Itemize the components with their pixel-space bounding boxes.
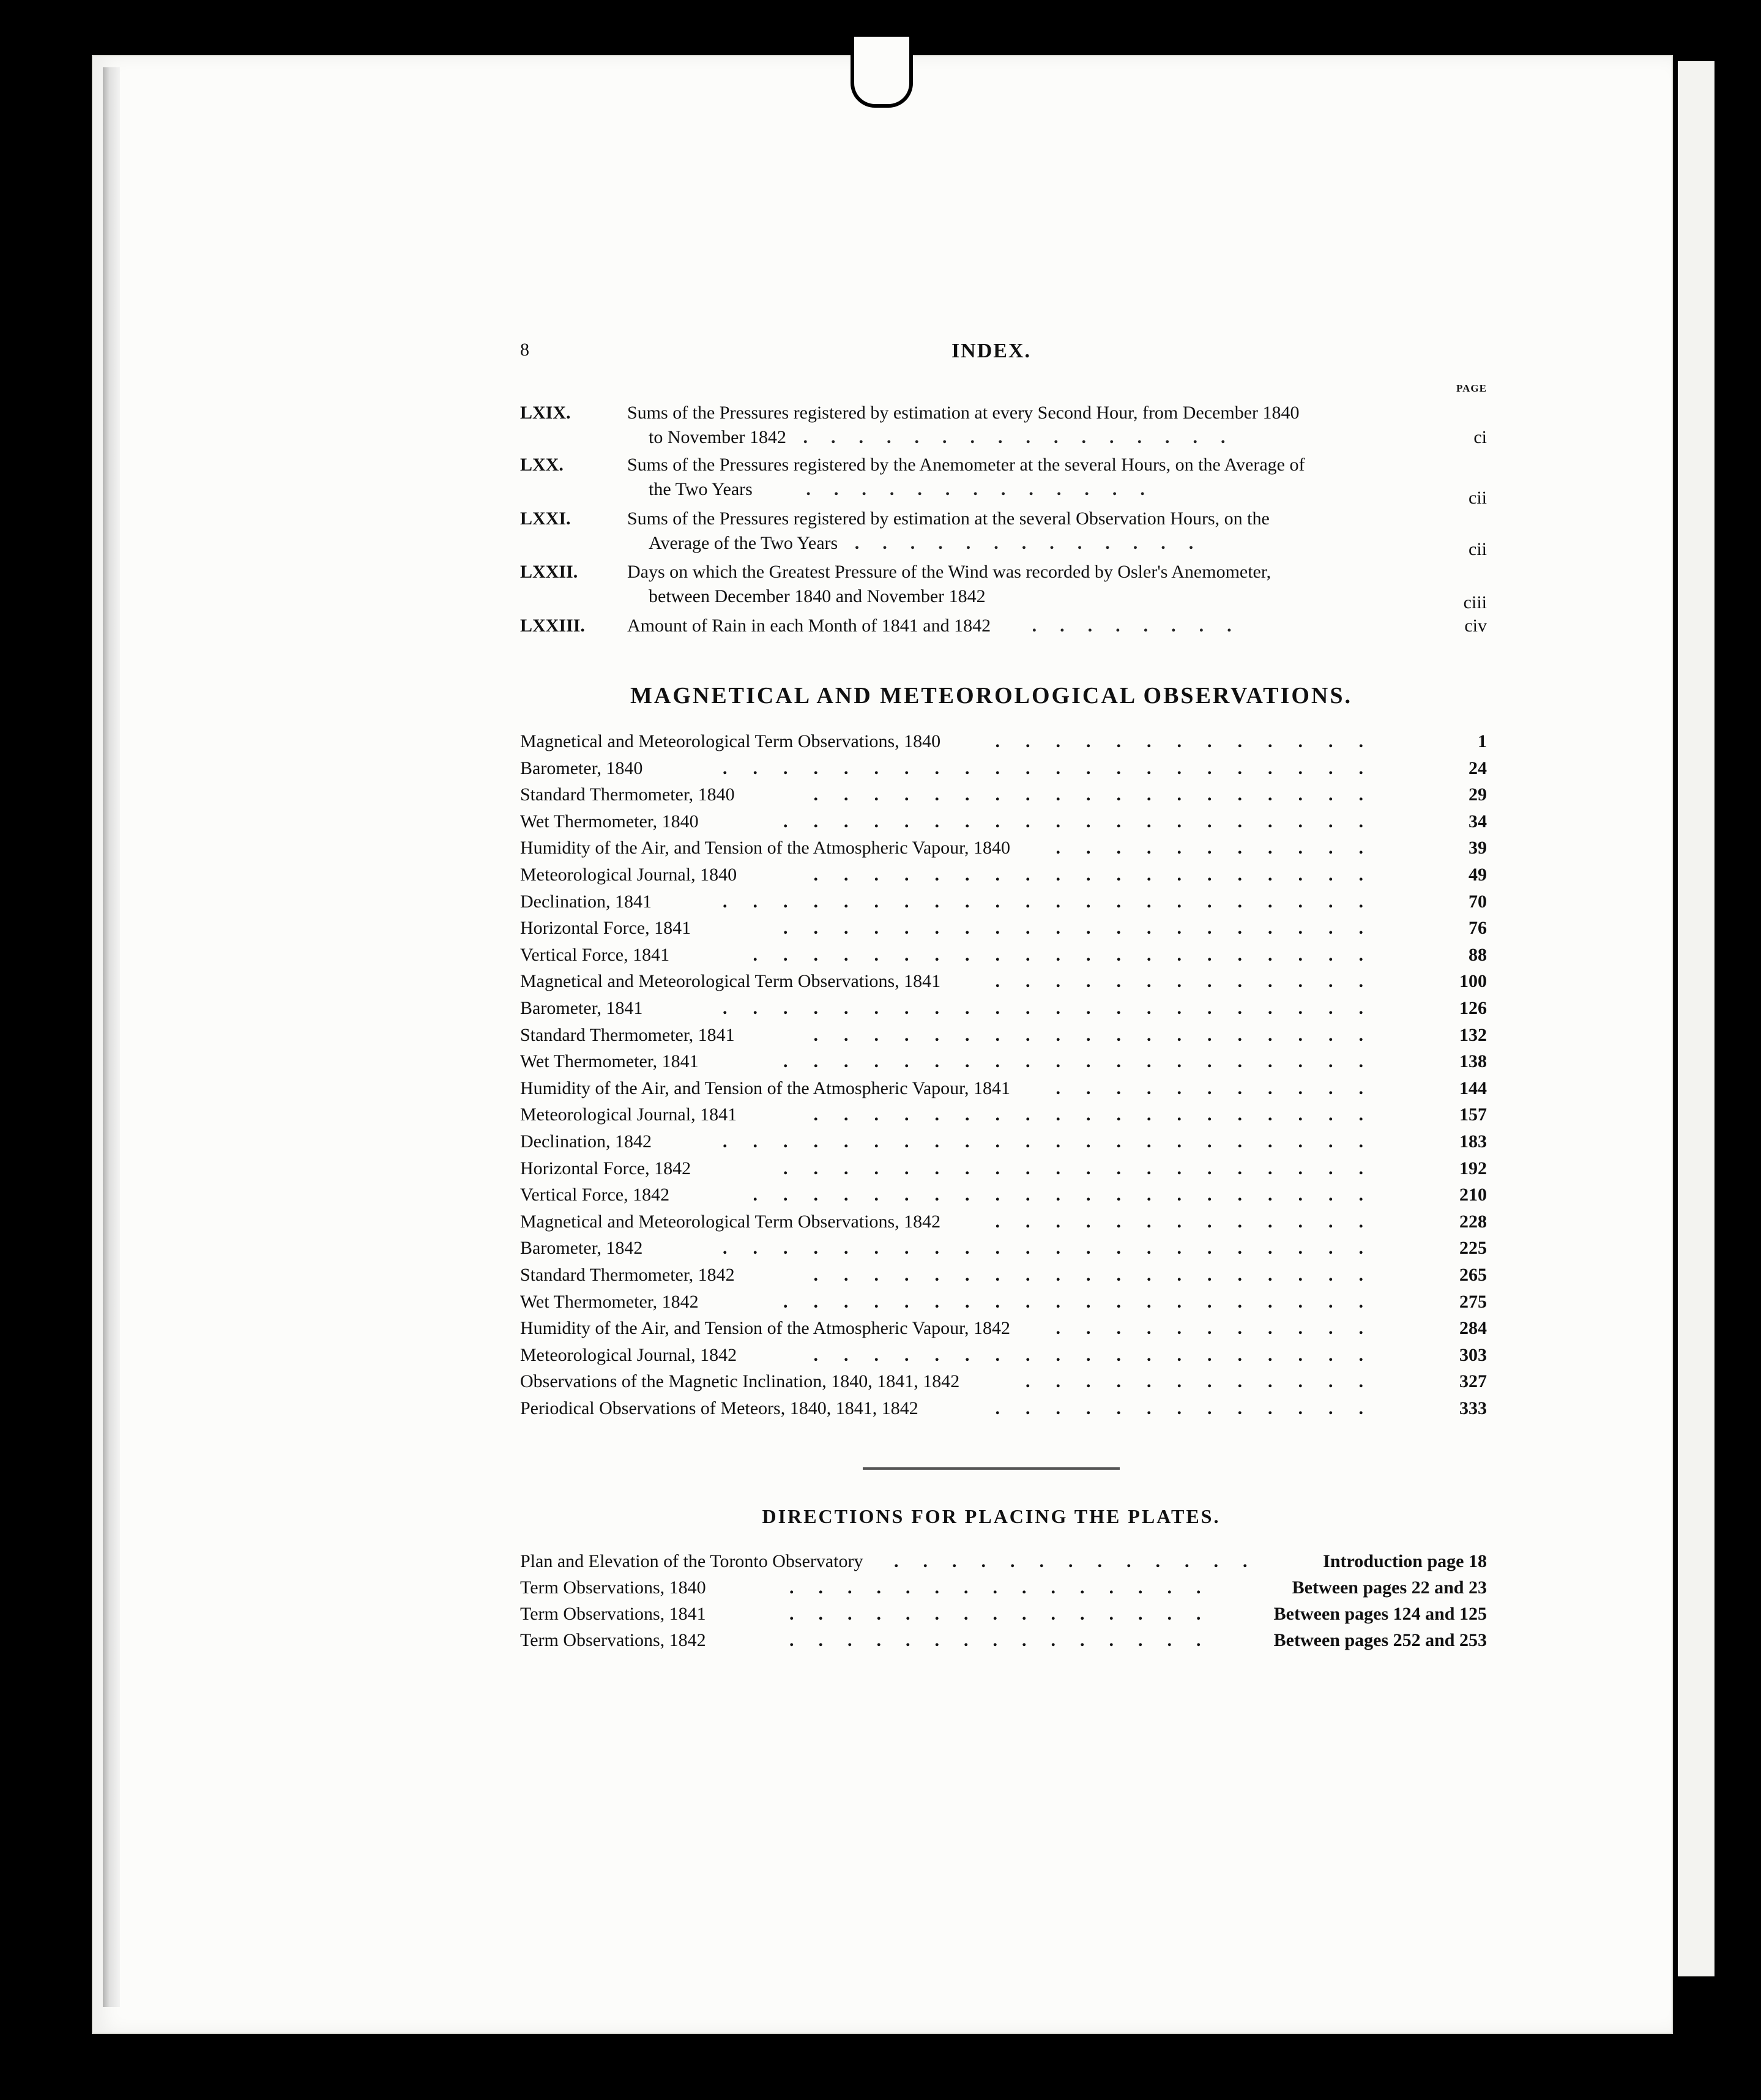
entry-page: 265 <box>1459 1265 1487 1285</box>
plate-entry <box>520 1574 1487 1601</box>
dot-leader: ................... <box>813 1104 1389 1125</box>
entry-page: 100 <box>1459 971 1487 992</box>
table-number: LXXII. <box>520 562 578 582</box>
observation-entry <box>520 1022 1487 1049</box>
plate-label: Term Observations, 1842 <box>520 1630 706 1650</box>
entry-label: Meteorological Journal, 1842 <box>520 1344 737 1365</box>
entry-label: Barometer, 1841 <box>520 998 643 1018</box>
section-divider <box>863 1467 1120 1470</box>
observations-section-title: MAGNETICAL AND METEOROLOGICAL OBSERVATIONS. <box>630 683 1352 709</box>
observation-entry <box>520 995 1487 1022</box>
entry-page: 138 <box>1459 1051 1487 1072</box>
plate-label: Term Observations, 1841 <box>520 1604 706 1624</box>
dot-leader: ............. <box>806 479 1168 499</box>
entry-page: 76 <box>1469 918 1487 939</box>
dot-leader: ........... <box>1055 838 1389 858</box>
entry-page: 225 <box>1459 1238 1487 1259</box>
plate-entry <box>520 1601 1487 1628</box>
entry-label: Wet Thermometer, 1840 <box>520 811 699 832</box>
plate-entry <box>520 1627 1487 1654</box>
entry-page: 24 <box>1469 758 1487 778</box>
table-title-continued: the Two Years <box>649 479 753 499</box>
entry-label: Meteorological Journal, 1841 <box>520 1104 737 1125</box>
observation-entry <box>520 1342 1487 1369</box>
dot-leader: ...................... <box>723 1131 1389 1152</box>
entry-label: Magnetical and Meteorological Term Observations, 1842 <box>520 1211 941 1232</box>
dot-leader: ................... <box>813 865 1389 885</box>
entry-page: 327 <box>1459 1371 1487 1392</box>
entry-page: 132 <box>1459 1024 1487 1045</box>
entry-label: Standard Thermometer, 1840 <box>520 784 735 805</box>
entry-label: Barometer, 1842 <box>520 1238 643 1259</box>
dot-leader: ...................... <box>723 758 1389 778</box>
observation-entry <box>520 1208 1487 1235</box>
page-number: 8 <box>520 340 529 360</box>
dot-leader: ...................... <box>723 1238 1389 1259</box>
observation-entry <box>520 835 1487 862</box>
dot-leader: ................... <box>813 1024 1389 1045</box>
dot-leader: ........... <box>1055 1318 1389 1339</box>
table-title-continued: Average of the Two Years <box>649 533 838 553</box>
entry-page: 34 <box>1469 811 1487 832</box>
entry-label: Meteorological Journal, 1840 <box>520 865 737 885</box>
observation-entry <box>520 968 1487 995</box>
dot-leader: ........ <box>1032 616 1255 636</box>
dot-leader: ............... <box>789 1604 1226 1624</box>
table-number: LXXI. <box>520 508 571 529</box>
observation-entry <box>520 755 1487 782</box>
table-page: cii <box>1469 539 1487 559</box>
observation-entry <box>520 808 1487 835</box>
dot-leader: ............... <box>789 1577 1226 1598</box>
observation-entry <box>520 862 1487 888</box>
entry-page: 70 <box>1469 891 1487 912</box>
dot-leader: ................... <box>813 1265 1389 1285</box>
entry-label: Humidity of the Air, and Tension of the Atmospheric Vapour, 1840 <box>520 838 1010 858</box>
dot-leader: ............. <box>995 731 1389 751</box>
entry-label: Periodical Observations of Meteors, 1840, 1841, 1842 <box>520 1398 918 1418</box>
dot-leader: ........... <box>1055 1078 1389 1098</box>
observation-entry <box>520 1395 1487 1422</box>
table-page: cii <box>1469 488 1487 508</box>
plate-location: Between pages 124 and 125 <box>1273 1604 1487 1624</box>
observation-entry <box>520 728 1487 755</box>
observation-entry <box>520 1182 1487 1208</box>
plate-location: Between pages 22 and 23 <box>1292 1577 1487 1598</box>
table-number: LXIX. <box>520 403 571 423</box>
entry-label: Vertical Force, 1842 <box>520 1185 670 1205</box>
dot-leader: ............... <box>789 1630 1226 1650</box>
observation-entry <box>520 1315 1487 1342</box>
observation-entry <box>520 1075 1487 1102</box>
entry-page: 228 <box>1459 1211 1487 1232</box>
entry-label: Humidity of the Air, and Tension of the Atmospheric Vapour, 1841 <box>520 1078 1010 1098</box>
dot-leader: ................ <box>803 427 1249 447</box>
entry-page: 88 <box>1469 944 1487 965</box>
dot-leader: ............. <box>995 1211 1389 1232</box>
dot-leader: ................... <box>813 1344 1389 1365</box>
entry-page: 333 <box>1459 1398 1487 1418</box>
dot-leader: .................... <box>783 811 1389 832</box>
entry-label: Horizontal Force, 1842 <box>520 1158 691 1178</box>
entry-page: 144 <box>1459 1078 1487 1098</box>
table-title: Sums of the Pressures registered by the Anemometer at the several Hours, on the Average of <box>627 455 1305 475</box>
observation-entry <box>520 781 1487 808</box>
entry-page: 183 <box>1459 1131 1487 1152</box>
entry-page: 29 <box>1469 784 1487 805</box>
table-title: Days on which the Greatest Pressure of the Wind was recorded by Osler's Anemometer, <box>627 562 1271 582</box>
entry-page: 126 <box>1459 998 1487 1018</box>
plate-label: Plan and Elevation of the Toronto Observatory <box>520 1551 863 1571</box>
entry-label: Vertical Force, 1841 <box>520 944 670 965</box>
observation-entry <box>520 888 1487 915</box>
entry-label: Wet Thermometer, 1841 <box>520 1051 699 1072</box>
observation-entry <box>520 1289 1487 1316</box>
torn-paper-mark <box>851 37 913 108</box>
dot-leader: ............. <box>894 1551 1272 1571</box>
dot-leader: .................... <box>783 1291 1389 1312</box>
observation-entry <box>520 942 1487 969</box>
entry-page: 1 <box>1478 731 1487 751</box>
entry-label: Standard Thermometer, 1841 <box>520 1024 735 1045</box>
entry-page: 284 <box>1459 1318 1487 1339</box>
entry-label: Declination, 1842 <box>520 1131 652 1152</box>
table-title: Amount of Rain in each Month of 1841 and 1842 <box>627 616 991 636</box>
dot-leader: ...................... <box>723 998 1389 1018</box>
page-column-label: PAGE <box>1456 382 1487 394</box>
observation-entry <box>520 1155 1487 1182</box>
entry-page: 157 <box>1459 1104 1487 1125</box>
table-page: ci <box>1473 427 1487 447</box>
observation-entry <box>520 1048 1487 1075</box>
entry-label: Standard Thermometer, 1842 <box>520 1265 735 1285</box>
table-title-continued: to November 1842 <box>649 427 786 447</box>
plates-section-title: DIRECTIONS FOR PLACING THE PLATES. <box>762 1505 1221 1527</box>
entry-page: 275 <box>1459 1291 1487 1312</box>
entry-label: Magnetical and Meteorological Term Observations, 1840 <box>520 731 941 751</box>
dot-leader: ...................... <box>723 891 1389 912</box>
entry-label: Barometer, 1840 <box>520 758 643 778</box>
plate-location: Between pages 252 and 253 <box>1273 1630 1487 1650</box>
dot-leader: ............. <box>854 533 1217 553</box>
dot-leader: ............. <box>995 971 1389 992</box>
dot-leader: ................... <box>813 784 1389 805</box>
entry-label: Declination, 1841 <box>520 891 652 912</box>
entry-page: 210 <box>1459 1185 1487 1205</box>
entry-page: 39 <box>1469 838 1487 858</box>
entry-label: Humidity of the Air, and Tension of the Atmospheric Vapour, 1842 <box>520 1318 1010 1339</box>
dot-leader: .................... <box>783 918 1389 939</box>
table-title: Sums of the Pressures registered by estimation at the several Observation Hours, on the <box>627 508 1270 529</box>
observation-entry <box>520 1128 1487 1155</box>
plate-entry <box>520 1548 1487 1575</box>
table-title-continued: between December 1840 and November 1842 <box>649 586 986 606</box>
running-head: INDEX. <box>951 340 1032 362</box>
adjacent-page-edge <box>1678 61 1714 1976</box>
dot-leader: .................... <box>783 1051 1389 1072</box>
observation-entry <box>520 1262 1487 1289</box>
entry-label: Magnetical and Meteorological Term Observations, 1841 <box>520 971 941 992</box>
plate-label: Term Observations, 1840 <box>520 1577 706 1598</box>
observation-entry <box>520 1368 1487 1395</box>
dot-leader: ............ <box>1026 1371 1389 1392</box>
plate-location: Introduction page 18 <box>1323 1551 1487 1571</box>
page-binding-edge <box>103 67 120 2007</box>
entry-page: 49 <box>1469 865 1487 885</box>
dot-leader: ..................... <box>753 1185 1389 1205</box>
entry-label: Horizontal Force, 1841 <box>520 918 691 939</box>
observation-entry <box>520 1101 1487 1128</box>
entry-label: Wet Thermometer, 1842 <box>520 1291 699 1312</box>
dot-leader: ............. <box>995 1398 1389 1418</box>
table-title: Sums of the Pressures registered by estimation at every Second Hour, from December 1840 <box>627 403 1300 423</box>
table-page: ciii <box>1463 592 1487 612</box>
entry-page: 303 <box>1459 1344 1487 1365</box>
observation-entry <box>520 1235 1487 1262</box>
entry-page: 192 <box>1459 1158 1487 1178</box>
table-number: LXX. <box>520 455 564 475</box>
table-page: civ <box>1464 616 1487 636</box>
dot-leader: .................... <box>783 1158 1389 1178</box>
observation-entry <box>520 915 1487 942</box>
entry-label: Observations of the Magnetic Inclination, 1840, 1841, 1842 <box>520 1371 960 1392</box>
table-number: LXXIII. <box>520 616 585 636</box>
dot-leader: ..................... <box>753 944 1389 965</box>
